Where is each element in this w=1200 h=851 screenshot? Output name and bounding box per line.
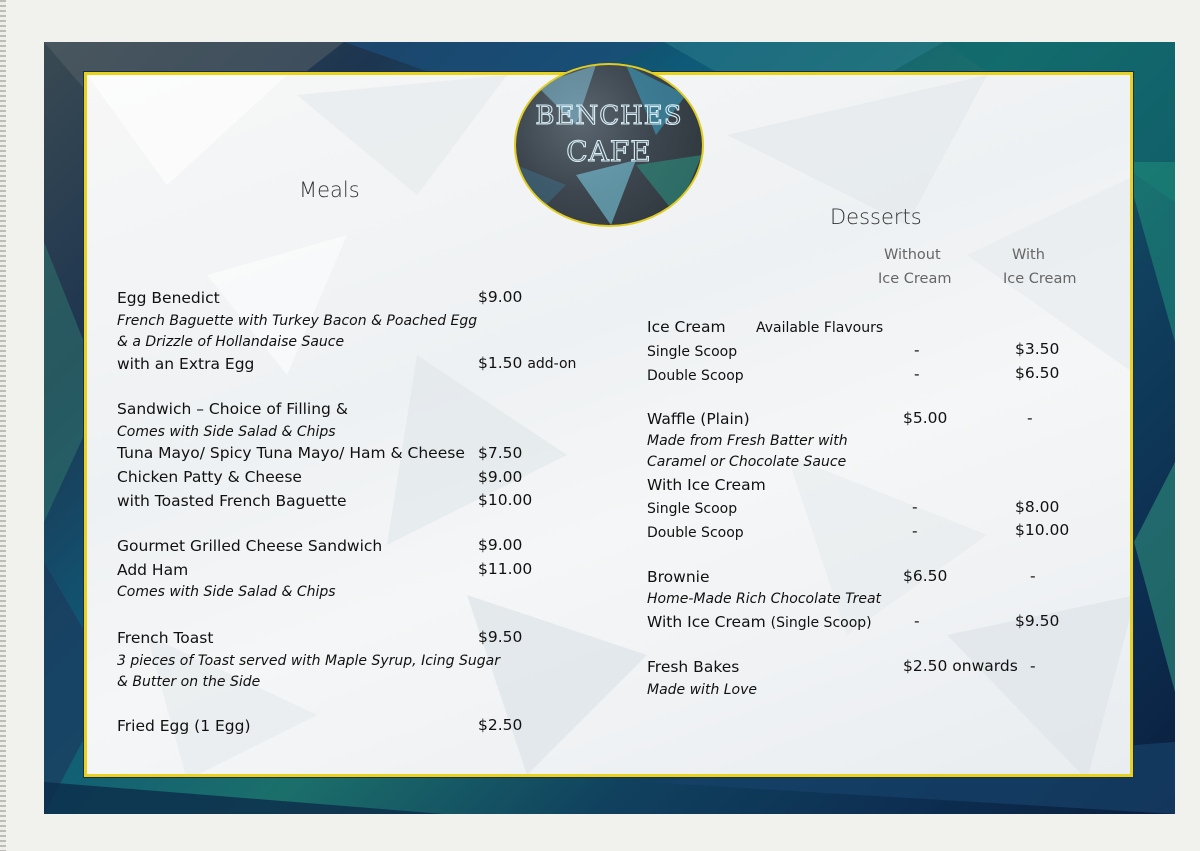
waffle-price-without: $5.00 xyxy=(903,409,948,427)
fresh-bakes-desc: Made with Love xyxy=(647,682,758,698)
add-ham-price: $11.00 xyxy=(478,560,533,578)
french-toast-desc-1: 3 pieces of Toast served with Maple Syrup, Icing Sugar xyxy=(117,653,500,669)
ice-cream-single: Single Scoop xyxy=(647,344,738,360)
sandwich-opt-1-price: $7.50 xyxy=(478,444,523,462)
waffle-price-with: - xyxy=(1027,409,1033,427)
ice-cream-flavours: Available Flavours xyxy=(756,320,884,336)
col-without-line1: Without xyxy=(884,247,941,263)
waffle-with-ice: With Ice Cream xyxy=(647,476,766,494)
waffle-single: Single Scoop xyxy=(647,501,738,517)
fried-egg-price: $2.50 xyxy=(478,716,523,734)
fried-egg-name: Fried Egg (1 Egg) xyxy=(117,717,251,735)
extra-egg-name: with an Extra Egg xyxy=(117,355,255,373)
waffle-double: Double Scoop xyxy=(647,525,744,541)
sandwich-opt-3: with Toasted French Baguette xyxy=(117,492,347,510)
logo-line2: CAFE xyxy=(566,135,652,168)
brownie-with-ice-with: $9.50 xyxy=(1015,612,1060,630)
sandwich-opt-1: Tuna Mayo/ Spicy Tuna Mayo/ Ham & Cheese xyxy=(117,444,465,462)
french-toast-price: $9.50 xyxy=(478,628,523,646)
egg-benedict-desc-1: French Baguette with Turkey Bacon & Poached Egg xyxy=(117,313,478,329)
logo-line1: BENCHES xyxy=(535,101,683,131)
ice-cream-name: Ice Cream xyxy=(647,318,726,336)
meals-heading: Meals xyxy=(299,178,360,202)
egg-benedict-name: Egg Benedict xyxy=(117,289,220,307)
sandwich-desc: Comes with Side Salad & Chips xyxy=(117,424,336,440)
col-with-line1: With xyxy=(1012,247,1045,263)
sandwich-opt-3-price: $10.00 xyxy=(478,491,533,509)
egg-benedict-price: $9.00 xyxy=(478,288,523,306)
ice-cream-double: Double Scoop xyxy=(647,368,744,384)
benches-cafe-logo xyxy=(514,63,704,227)
col-without-line2: Ice Cream xyxy=(878,271,952,287)
sandwich-opt-2: Chicken Patty & Cheese xyxy=(117,468,302,486)
brownie-with-ice-note: (Single Scoop) xyxy=(770,615,872,631)
fresh-bakes-price: $2.50 onwards xyxy=(903,657,1018,675)
brownie-with-ice xyxy=(647,615,872,631)
brownie-with-ice-without: - xyxy=(914,612,920,630)
scan-edge xyxy=(0,0,6,851)
waffle-single-without: - xyxy=(912,498,918,516)
brownie-with-ice-label: With Ice Cream xyxy=(647,613,766,631)
brownie-desc: Home-Made Rich Chocolate Treat xyxy=(647,591,882,607)
grilled-cheese-price: $9.00 xyxy=(478,536,523,554)
waffle-double-without: - xyxy=(912,522,918,540)
french-toast-desc-2: & Butter on the Side xyxy=(117,674,261,690)
ice-cream-double-without: - xyxy=(914,365,920,383)
fresh-bakes-name: Fresh Bakes xyxy=(647,658,740,676)
grilled-cheese-desc: Comes with Side Salad & Chips xyxy=(117,584,336,600)
brownie-name: Brownie xyxy=(647,568,710,586)
waffle-single-with: $8.00 xyxy=(1015,498,1060,516)
ice-cream-single-without: - xyxy=(914,341,920,359)
sandwich-name: Sandwich – Choice of Filling & xyxy=(117,400,348,418)
waffle-desc-1: Made from Fresh Batter with xyxy=(647,433,848,449)
ice-cream-single-with: $3.50 xyxy=(1015,340,1060,358)
col-with-line2: Ice Cream xyxy=(1003,271,1077,287)
add-ham-name: Add Ham xyxy=(117,561,189,579)
grilled-cheese-name: Gourmet Grilled Cheese Sandwich xyxy=(117,537,383,555)
egg-benedict-desc-2: & a Drizzle of Hollandaise Sauce xyxy=(117,334,345,350)
waffle-desc-2: Caramel or Chocolate Sauce xyxy=(647,454,847,470)
waffle-double-with: $10.00 xyxy=(1015,521,1070,539)
extra-egg-price-value: $1.50 xyxy=(478,354,523,372)
ice-cream-double-with: $6.50 xyxy=(1015,364,1060,382)
brownie-price-without: $6.50 xyxy=(903,567,948,585)
extra-egg-suffix: add-on xyxy=(527,356,577,372)
desserts-heading: Desserts xyxy=(830,205,922,229)
french-toast-name: French Toast xyxy=(117,629,214,647)
extra-egg-price xyxy=(478,356,576,372)
brownie-price-with: - xyxy=(1030,567,1036,585)
fresh-bakes-price-with: - xyxy=(1030,657,1036,675)
waffle-name: Waffle (Plain) xyxy=(647,410,750,428)
sandwich-opt-2-price: $9.00 xyxy=(478,468,523,486)
